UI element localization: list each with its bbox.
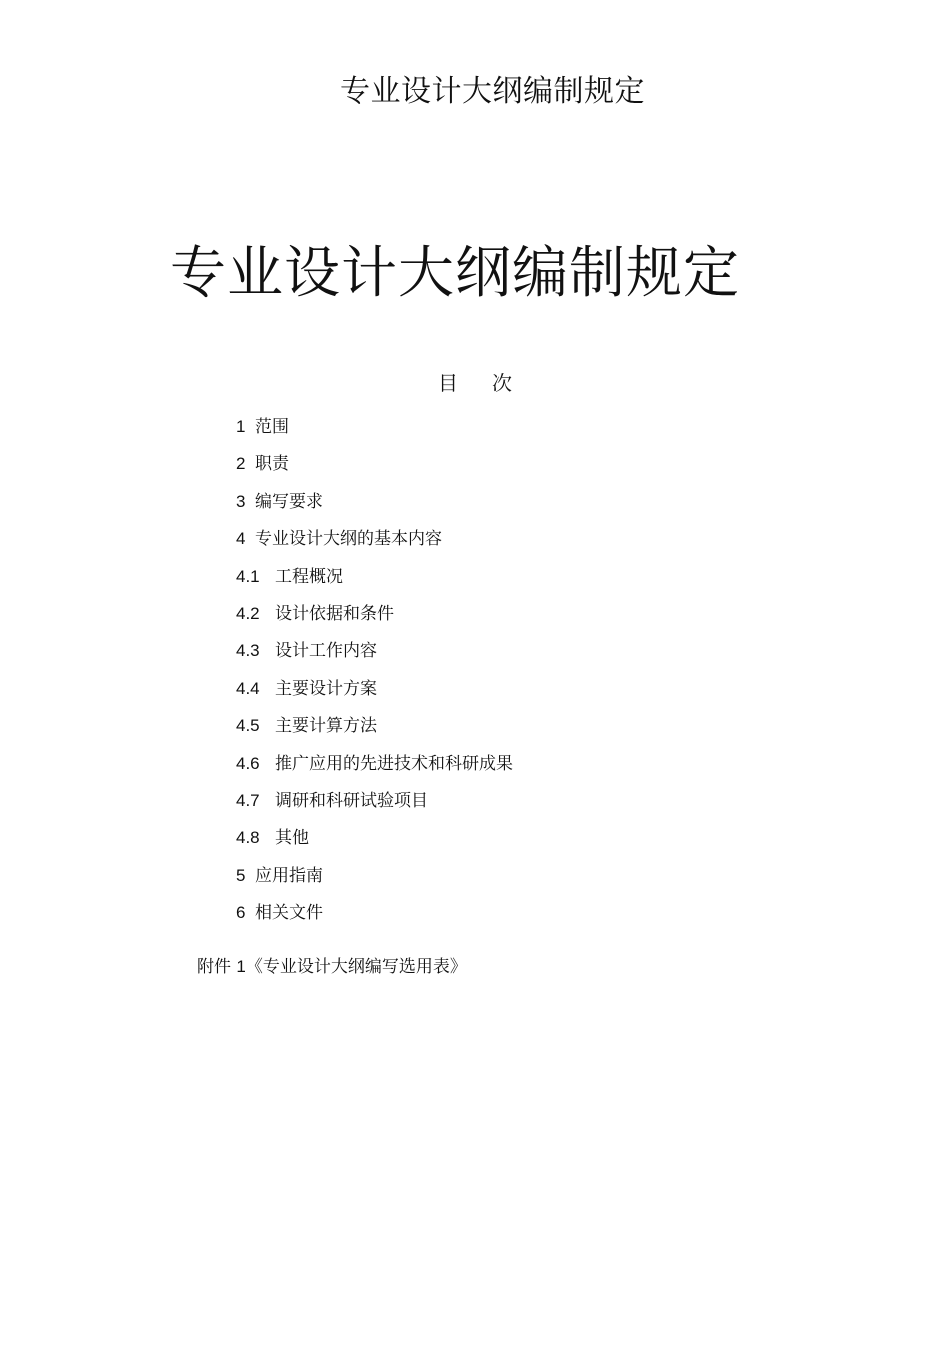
toc-heading-right: 次 bbox=[492, 371, 512, 395]
toc-heading-left: 目 bbox=[438, 371, 458, 395]
toc-item bbox=[236, 747, 513, 784]
toc-item-number: 1 bbox=[236, 417, 246, 436]
toc-item bbox=[236, 634, 513, 671]
toc-item-number: 3 bbox=[236, 491, 246, 511]
toc-item-text: 工程概况 bbox=[275, 566, 343, 587]
toc-item-text: 设计依据和条件 bbox=[275, 603, 394, 624]
toc-item-number: 4.1 bbox=[236, 566, 260, 586]
toc-item-text: 推广应用的先进技术和科研成果 bbox=[275, 753, 513, 774]
main-title: 专业设计大纲编制规定 bbox=[170, 241, 740, 306]
toc-item-number: 4.2 bbox=[236, 603, 260, 623]
toc-item-number: 4.7 bbox=[236, 790, 260, 810]
toc-item-text: 主要计算方法 bbox=[275, 716, 377, 737]
toc-item-number: 4.5 bbox=[236, 716, 260, 736]
toc-list bbox=[236, 410, 513, 933]
toc-item bbox=[236, 784, 513, 821]
appendix-entry bbox=[197, 952, 467, 982]
toc-item-number: 4.3 bbox=[236, 641, 260, 661]
toc-item-number: 6 bbox=[236, 903, 246, 923]
toc-item-text: 职责 bbox=[255, 454, 289, 475]
toc-item-text: 编写要求 bbox=[255, 491, 323, 512]
header-title: 专业设计大纲编制规定 bbox=[340, 74, 645, 109]
appendix-number: 1 bbox=[236, 957, 246, 976]
toc-item-text: 主要设计方案 bbox=[275, 678, 377, 699]
toc-item-text: 专业设计大纲的基本内容 bbox=[255, 529, 442, 550]
toc-item-number: 4.6 bbox=[236, 753, 260, 773]
toc-item-text: 其他 bbox=[275, 828, 309, 849]
toc-item-text: 相关文件 bbox=[255, 903, 323, 924]
toc-item-number: 2 bbox=[236, 454, 246, 474]
toc-item bbox=[236, 672, 513, 709]
toc-item-number: 4.4 bbox=[236, 678, 260, 698]
toc-item bbox=[236, 709, 513, 746]
toc-item bbox=[236, 522, 513, 559]
toc-item bbox=[236, 485, 513, 522]
toc-item bbox=[236, 447, 513, 484]
toc-item bbox=[236, 410, 513, 447]
toc-item bbox=[236, 560, 513, 597]
toc-item-text: 调研和科研试验项目 bbox=[275, 790, 428, 811]
toc-item-text: 范围 bbox=[255, 417, 289, 437]
toc-item-text: 设计工作内容 bbox=[275, 641, 377, 662]
toc-heading bbox=[0, 368, 950, 398]
toc-item bbox=[236, 859, 513, 896]
appendix-title: 《专业设计大纲编写选用表》 bbox=[245, 957, 467, 977]
toc-item bbox=[236, 597, 513, 634]
toc-item bbox=[236, 821, 513, 858]
toc-item bbox=[236, 896, 513, 933]
toc-item-number: 4.8 bbox=[236, 828, 260, 848]
toc-item-number: 5 bbox=[236, 865, 246, 885]
toc-item-text: 应用指南 bbox=[255, 865, 323, 886]
toc-item-number: 4 bbox=[236, 529, 246, 549]
appendix-label: 附件 bbox=[197, 957, 231, 977]
